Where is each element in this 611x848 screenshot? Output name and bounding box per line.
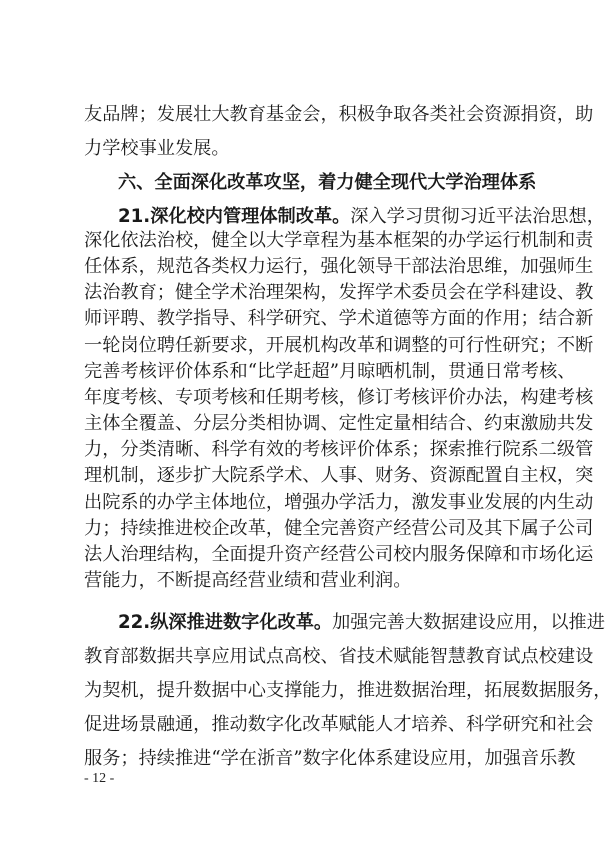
paragraph-line: 任体系，规范各类权力运行，强化领导干部法治思维，加强师生 xyxy=(84,256,594,277)
paragraph-line: 为契机，提升数据中心支撑能力，推进数据治理，拓展数据服务， xyxy=(84,680,611,701)
paragraph-line: 出院系的办学主体地位，增强办学活力，激发事业发展的内生动 xyxy=(84,492,594,513)
paragraph-line: 完善考核评价体系和“比学赶超”月晾晒机制，贯通日常考核、 xyxy=(84,361,576,382)
paragraph-line: 师评聘、教学指导、科学研究、学术道德等方面的作用；结合新 xyxy=(84,308,594,329)
paragraph-line: 法人治理结构，全面提升资产经营公司校内服务保障和市场化运 xyxy=(84,544,594,565)
page-number: - 12 - xyxy=(84,771,115,786)
paragraph-line: 法治教育；健全学术治理架构，发挥学术委员会在学科建设、教 xyxy=(84,282,594,303)
paragraph-line: 主体全覆盖、分层分类相协调、定性定量相结合、约束激励共发 xyxy=(84,413,594,434)
paragraph-line: 教育部数据共享应用试点高校、省技术赋能智慧教育试点校建设 xyxy=(84,646,594,667)
paragraph-line: 一轮岗位聘任新要求，开展机构改革和调整的可行性研究；不断 xyxy=(84,335,594,356)
paragraph-line: 年度考核、专项考核和任期考核，修订考核评价办法，构建考核 xyxy=(84,387,594,408)
paragraph-line: 友品牌；发展壮大教育基金会，积极争取各类社会资源捐资，助 xyxy=(84,104,594,125)
item-22-first-line-text: 加强完善大数据建设应用，以推进 xyxy=(332,612,605,633)
paragraph-line: 力；持续推进校企改革，健全完善资产经营公司及其下属子公司 xyxy=(84,518,594,539)
paragraph-line: 营能力，不断提高经营业绩和营业利润。 xyxy=(84,570,412,591)
paragraph-line: 理机制，逐步扩大院系学术、人事、财务、资源配置自主权，突 xyxy=(84,465,594,486)
paragraph-line: 深化依法治校，健全以大学章程为基本框架的办学运行机制和责 xyxy=(84,230,594,251)
section-heading: 六、全面深化改革攻坚，着力健全现代大学治理体系 xyxy=(118,172,537,193)
paragraph-line: 力，分类清晰、科学有效的考核评价体系；探索推行院系二级管 xyxy=(84,439,594,460)
item-21-first-line-text: 深入学习贯彻习近平法治思想， xyxy=(350,206,605,227)
paragraph-line: 力学校事业发展。 xyxy=(84,138,230,159)
paragraph-line: 服务；持续推进“学在浙音”数字化体系建设应用，加强音乐教 xyxy=(84,748,576,769)
item-21-lead: 21.深化校内管理体制改革。 xyxy=(118,206,351,227)
item-22-lead: 22.纵深推进数字化改革。 xyxy=(118,612,333,633)
paragraph-line: 促进场景融通，推动数字化改革赋能人才培养、科学研究和社会 xyxy=(84,714,594,735)
